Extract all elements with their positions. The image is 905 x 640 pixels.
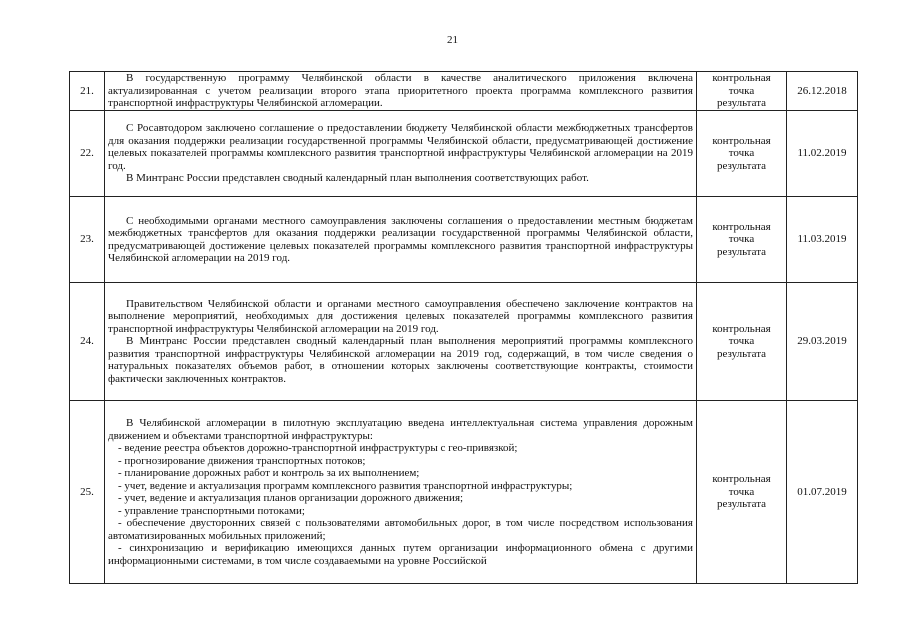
row-number: 23. [70,197,105,283]
list-item: - синхронизацию и верификацию имеющихся данных путем организации информационного обмена с другими информационными системами, в том числе создаваемыми на уровне Российской [108,542,693,567]
list-item: - ведение реестра объектов дорожно-транспортной инфраструктуры с гео-привязкой; [118,442,518,454]
type-line: контрольная [712,134,771,147]
description-paragraph: В Минтранс России представлен сводный календарный план выполнения мероприятий программы комплексного развития транспортной инфраструктуры Челябинской агломерации на 2019 год, содержащий, в том числе сведения о натуральных показателях объемов работ, в отношении которых заключены соответствующие контракты, стоимости фактически заключенных контрактов. [108,335,693,385]
row-type [697,197,787,283]
type-line: результата [716,498,767,511]
type-line: результата [716,245,767,258]
row-type [697,283,787,401]
row-date: 11.02.2019 [787,111,858,197]
table-row [70,283,858,401]
type-line: контрольная [712,322,771,335]
description-paragraph: С Росавтодором заключено соглашение о предоставлении бюджету Челябинской области межбюджетных трансфертов для оказания поддержки реализации государственной программы Челябинской области, предусматривающей достижение целевых показателей программы комплексного развития транспортной инфраструктуры Челябинской агломерации на 2019 год. [108,122,693,172]
description-paragraph: В государственную программу Челябинской области в качестве аналитического приложения включена актуализированная с учетом реализации второго этапа приоритетного проекта программа комплексного развития транспортной инфраструктуры Челябинской агломерации. [108,72,693,110]
row-date: 11.03.2019 [787,197,858,283]
type-line: точка [728,485,755,498]
type-line: результата [716,159,767,172]
list-item: - учет, ведение и актуализация планов организации дорожного движения; [118,492,464,504]
type-line: контрольная [712,473,771,486]
list-item: - прогнозирование движения транспортных потоков; [118,454,366,467]
type-line: точка [728,147,755,160]
type-line: результата [716,347,767,360]
type-line: точка [728,84,755,97]
row-number: 22. [70,111,105,197]
row-type [697,72,787,111]
table-row [70,197,858,283]
table-row [70,111,858,197]
milestones-table [69,71,858,584]
row-description [105,401,697,584]
row-description [105,72,697,111]
row-number: 24. [70,283,105,401]
type-line: результата [716,97,767,110]
row-number: 21. [70,72,105,111]
description-paragraph: Правительством Челябинской области и органами местного самоуправления обеспечено заключение контрактов на выполнение мероприятий, необходимых для достижения целевых показателей программы комплексного развития транспортной инфраструктуры Челябинской агломерации на 2019 год. [108,297,693,335]
row-description [105,111,697,197]
type-line: контрольная [712,220,771,233]
table-row [70,72,858,111]
row-description [105,283,697,401]
list-item: - планирование дорожных работ и контроль за их выполнением; [118,467,420,479]
description-paragraph: В Минтранс России представлен сводный календарный план выполнения соответствующих работ. [126,172,589,185]
row-number: 25. [70,401,105,584]
description-paragraph: С необходимыми органами местного самоуправления заключены соглашения о предоставлении местным бюджетам межбюджетных трансфертов для оказания поддержки реализации государственной программы Челябинской области, предусматривающей достижение целевых показателей программы комплексного развития транспортной инфраструктуры Челябинской агломерации на 2019 год. [108,214,693,264]
row-date: 26.12.2018 [787,72,858,111]
type-line: контрольная [712,72,771,85]
row-date: 29.03.2019 [787,283,858,401]
table-row [70,401,858,584]
table-body [70,72,858,584]
row-date: 01.07.2019 [787,401,858,584]
type-line: точка [728,335,755,348]
list-item: - обеспечение двусторонних связей с пользователями автомобильных дорог, в том числе посредством использования автоматизированных мобильных приложений; [108,517,693,542]
type-line: точка [728,233,755,246]
description-paragraph: В Челябинской агломерации в пилотную эксплуатацию введена интеллектуальная система управления дорожным движением и объектами транспортной инфраструктуры: [108,417,693,442]
row-description [105,197,697,283]
list-item: - управление транспортными потоками; [118,504,305,517]
page-number: 21 [447,34,458,46]
row-type [697,111,787,197]
list-item: - учет, ведение и актуализация программ комплексного развития транспортной инфраструктуры; [118,479,573,492]
row-type [697,401,787,584]
